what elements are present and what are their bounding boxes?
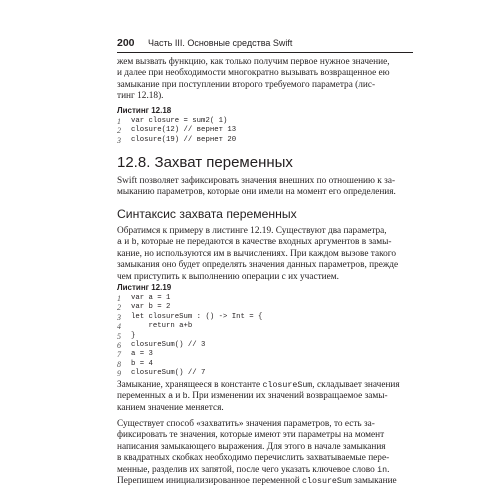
code-line: 4 return a+b bbox=[117, 322, 193, 332]
code-line: 8 b = 4 bbox=[117, 359, 153, 369]
capture-paragraph: Существует способ «захватить» значения параметров, то есть за- фиксировать те значения, которые имеют эти параметры на момент написания замыкающего выражения. Для этого в начале замыкания в квадратных скобках необходимо перечислить захватываемые пере- менные, разделив их запятой, после чего указать ключевое слово in. Перепишем инициализированное переменной closureSum замыкание bbox=[117, 419, 397, 487]
listing-title: Листинг 12.18 bbox=[117, 106, 172, 115]
code-line: 6 closureSum() // 3 bbox=[117, 340, 206, 350]
page-number: 200 bbox=[117, 37, 135, 49]
subsection-paragraph: Обратимся к примеру в листинге 12.19. Существуют два параметра, a и b, которые не передаются в качестве входных аргументов в замы- кание, но используются им в вычислениях. При каждом вызове такого замыкания оно будет определять значения данных параметров, прежде чем приступить к выполнению операции с их участием. bbox=[117, 226, 399, 282]
code-line: 3 let closureSum : () -> Int = { bbox=[117, 312, 263, 322]
code-line: 1 var closure = sum2( 1) bbox=[117, 117, 228, 126]
code-line: 2 var b = 2 bbox=[117, 303, 171, 313]
section-paragraph: Swift позволяет зафиксировать значения внешних по отношению к за- мыканию параметров, которые они имели на момент его определения. bbox=[117, 176, 396, 198]
page-header bbox=[117, 34, 413, 53]
intro-paragraph: жем вызвать функцию, как только получим первое нужное значение, и далее при необходимости многократно вызывать возвращенное ею замыкание при поступлении второго требуемого параметра (лис- тинг 12.18). bbox=[117, 57, 390, 102]
code-line: 7 a = 3 bbox=[117, 350, 153, 360]
section-heading: 12.8. Захват переменных bbox=[117, 154, 293, 171]
code-listing-12-19 bbox=[117, 294, 262, 379]
code-line: 3 closure(19) // вернет 20 bbox=[117, 135, 237, 145]
code-line: 2 closure(12) // вернет 13 bbox=[117, 126, 237, 136]
code-line: 1 var a = 1 bbox=[117, 294, 171, 303]
code-line: 5 } bbox=[117, 331, 136, 341]
closure-explanation-paragraph: Замыкание, хранящееся в константе closureSum, складывает значения переменных a и b. При изменении их значений возвращаемое замы- канием значение меняется. bbox=[117, 380, 400, 413]
running-title: Часть III. Основные средства Swift bbox=[148, 38, 293, 48]
code-listing-12-18 bbox=[117, 117, 236, 145]
listing-title: Листинг 12.19 bbox=[117, 283, 172, 292]
subsection-heading: Синтаксис захвата переменных bbox=[117, 207, 297, 221]
code-line: 9 closureSum() // 7 bbox=[117, 369, 206, 379]
